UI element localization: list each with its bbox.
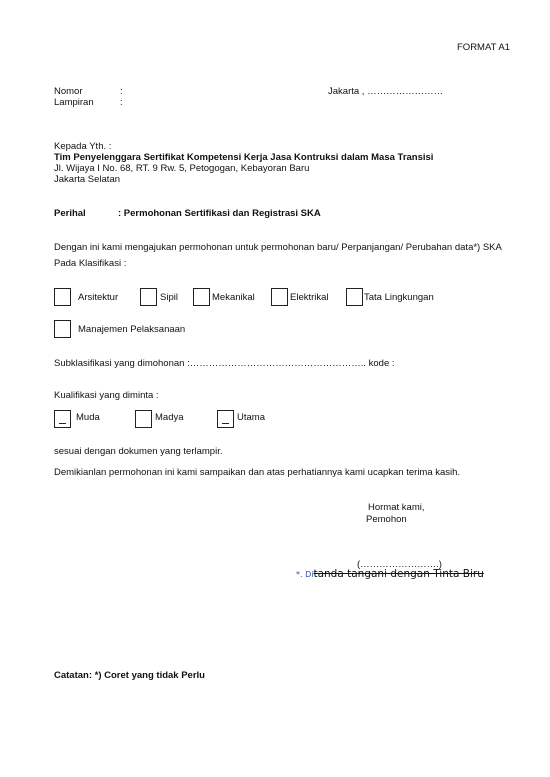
option-utama: Utama (237, 412, 265, 423)
nomor-label: Nomor (54, 86, 83, 97)
kepada-label: Kepada Yth. : (54, 141, 112, 152)
checkbox-muda[interactable] (54, 410, 71, 428)
lampiran-label: Lampiran (54, 97, 94, 108)
option-arsitektur: Arsitektur (78, 292, 119, 303)
option-tata-lingkungan: Tata Lingkungan (364, 292, 434, 303)
option-elektrikal: Elektrikal (290, 292, 329, 303)
recipient-address-2: Jakarta Selatan (54, 174, 121, 185)
pemohon-label: Pemohon (366, 514, 407, 525)
place-date: Jakarta , …………………… (328, 86, 444, 97)
hormat-kami: Hormat kami, (368, 502, 425, 513)
signature-name-line: (…………………….) (357, 559, 442, 570)
sesuai-text: sesuai dengan dokumen yang terlampir. (54, 446, 223, 457)
option-mekanikal: Mekanikal (212, 292, 255, 303)
option-manajemen-pelaksanaan: Manajemen Pelaksanaan (78, 324, 186, 335)
nomor-colon: : (120, 86, 123, 97)
signature-note-text: tanda tangani dengan Tinta Biru (313, 568, 484, 580)
checkbox-tata-lingkungan[interactable] (346, 288, 363, 306)
closing-text: Demikianlan permohonan ini kami sampaikan dan atas perhatiannya kami ucapkan terima kasih. (54, 467, 461, 478)
checkbox-utama[interactable] (217, 410, 234, 428)
format-label: FORMAT A1 (457, 42, 510, 53)
klasifikasi-label: Pada Klasifikasi : (54, 258, 127, 269)
subklasifikasi-line: Subklasifikasi yang dimohonan :……………………………………………….. kode : (54, 358, 395, 369)
checkbox-madya[interactable] (135, 410, 152, 428)
option-sipil: Sipil (160, 292, 178, 303)
lampiran-colon: : (120, 97, 123, 108)
perihal-value: : Permohonan Sertifikasi dan Registrasi SKA (118, 208, 321, 219)
checkbox-arsitektur[interactable] (54, 288, 71, 306)
checkbox-manajemen-pelaksanaan[interactable] (54, 320, 71, 338)
checkbox-sipil[interactable] (140, 288, 157, 306)
recipient-address-1: Jl. Wijaya I No. 68, RT. 9 Rw. 5, Petogogan, Kebayoran Baru (54, 163, 310, 174)
checkbox-mekanikal[interactable] (193, 288, 210, 306)
kualifikasi-label: Kualifikasi yang diminta : (54, 390, 159, 401)
signature-note-prefix: *. Di (296, 570, 314, 579)
recipient-name: Tim Penyelenggara Sertifikat Kompetensi Kerja Jasa Kontruksi dalam Masa Transisi (54, 152, 434, 163)
checkbox-elektrikal[interactable] (271, 288, 288, 306)
option-madya: Madya (155, 412, 184, 423)
intro-text: Dengan ini kami mengajukan permohonan untuk permohonan baru/ Perpanjangan/ Perubahan data*) SKA (54, 242, 502, 253)
signature-note (296, 568, 484, 580)
option-muda: Muda (76, 412, 100, 423)
perihal-label: Perihal (54, 208, 86, 219)
catatan-note: Catatan: *) Coret yang tidak Perlu (54, 670, 205, 681)
